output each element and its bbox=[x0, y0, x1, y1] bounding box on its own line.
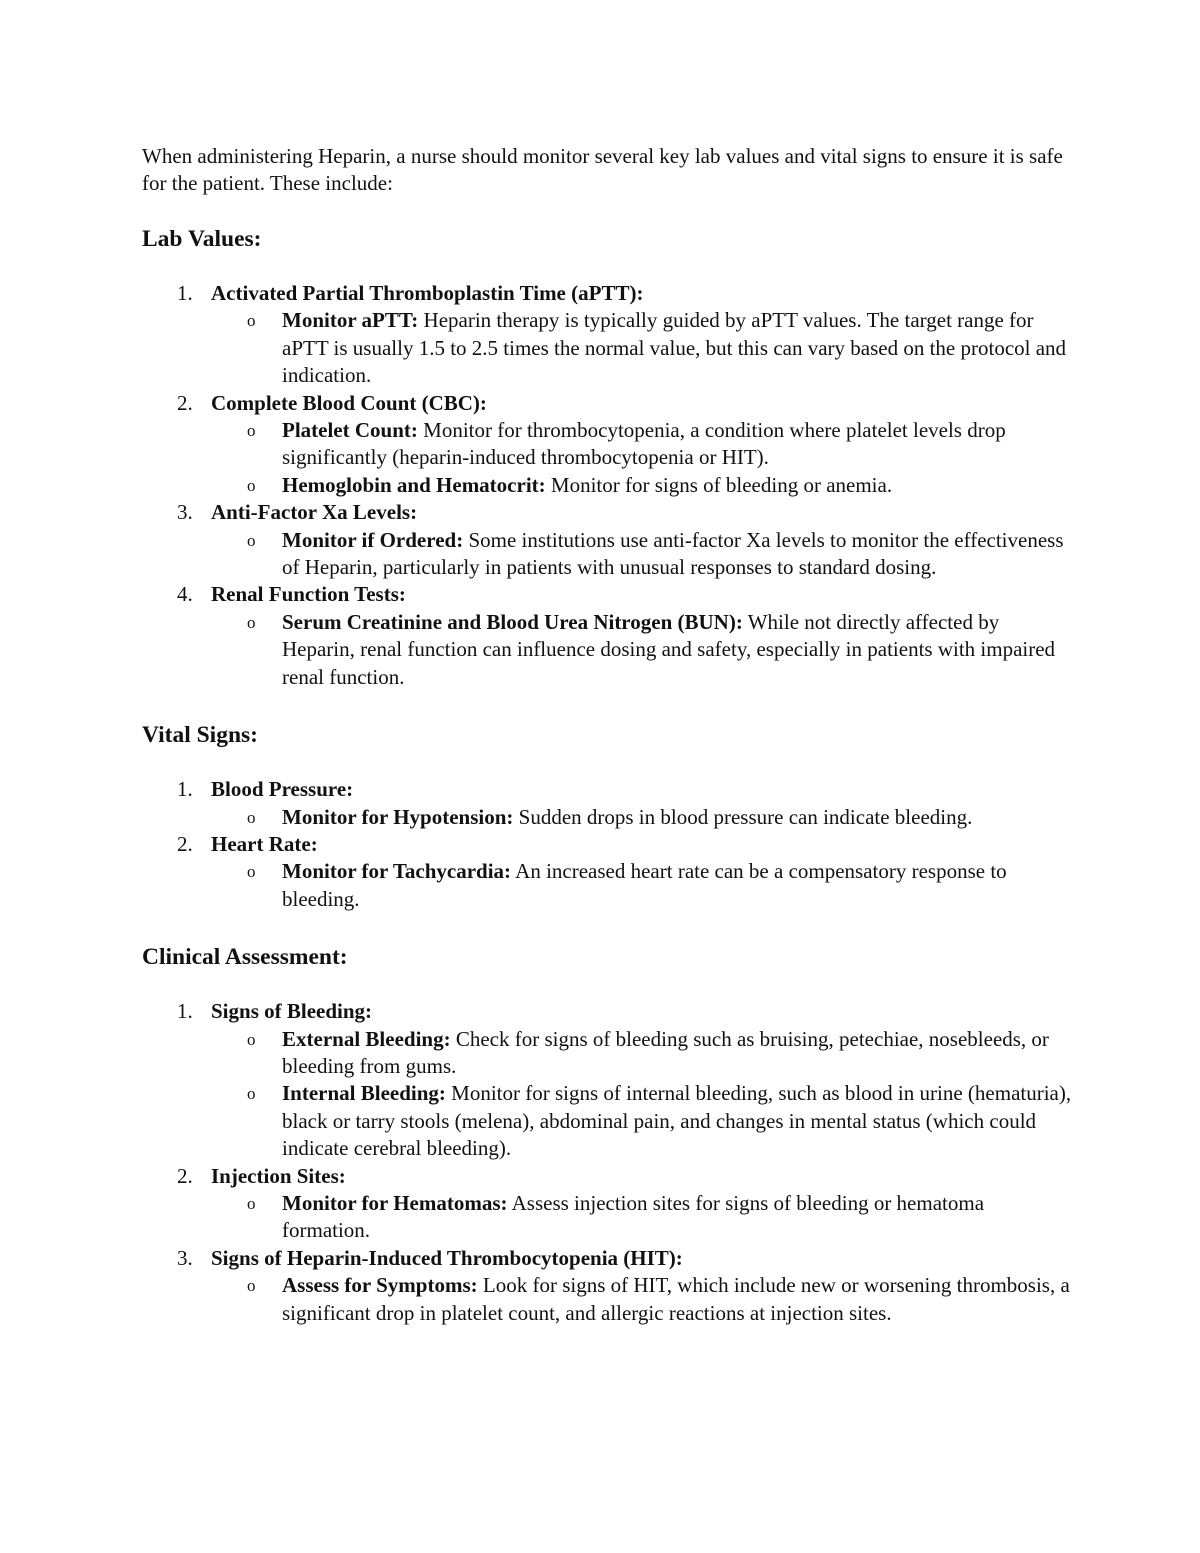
sub-list bbox=[211, 1026, 1072, 1163]
sub-item-label: Hemoglobin and Hematocrit: bbox=[282, 472, 546, 497]
sub-item bbox=[211, 1026, 1072, 1081]
section-heading: Clinical Assessment: bbox=[142, 944, 348, 971]
bullet-icon: o bbox=[247, 1276, 256, 1296]
sub-list bbox=[211, 1272, 1072, 1327]
document-page bbox=[142, 143, 1072, 1327]
list-item bbox=[142, 390, 1072, 500]
list-item bbox=[142, 280, 1072, 390]
item-number: 1. bbox=[177, 777, 193, 802]
item-number: 2. bbox=[177, 831, 193, 856]
list-item bbox=[142, 499, 1072, 581]
bullet-icon: o bbox=[247, 1084, 256, 1104]
sub-item-label: Monitor if Ordered: bbox=[282, 527, 464, 552]
list-item bbox=[142, 831, 1072, 913]
list-item bbox=[142, 581, 1072, 691]
list-item bbox=[142, 1245, 1072, 1327]
sub-list bbox=[211, 858, 1072, 913]
sub-list bbox=[211, 609, 1072, 691]
sub-item-text: Check for signs of bleeding such as bruising, petechiae, nosebleeds, or bleeding from gums. bbox=[282, 1026, 1049, 1078]
sub-item-label: Assess for Symptoms: bbox=[282, 1273, 478, 1298]
bullet-icon: o bbox=[247, 807, 256, 827]
item-title: Signs of Heparin-Induced Thrombocytopenia (HIT): bbox=[211, 1245, 683, 1270]
sub-item-label: Internal Bleeding: bbox=[282, 1081, 446, 1106]
sub-item-text: Monitor for thrombocytopenia, a condition where platelet levels drop significantly (heparin-induced thrombocytopenia or HIT). bbox=[282, 418, 1006, 470]
sub-list bbox=[211, 804, 1072, 831]
item-title: Anti-Factor Xa Levels: bbox=[211, 500, 418, 525]
section-heading: Vital Signs: bbox=[142, 722, 258, 749]
sub-item bbox=[211, 527, 1072, 582]
list-item bbox=[142, 998, 1072, 1162]
section-clinical-assessment bbox=[142, 942, 1072, 1327]
item-number: 1. bbox=[177, 281, 193, 305]
sub-item bbox=[211, 804, 1072, 831]
bullet-icon: o bbox=[247, 1193, 256, 1213]
sub-item-text: Look for signs of HIT, which include new or worsening thrombosis, a significant drop in platelet count, and allergic reactions at injection sites. bbox=[282, 1273, 1070, 1325]
sub-item bbox=[211, 858, 1072, 913]
intro-paragraph: When administering Heparin, a nurse should monitor several key lab values and vital signs to ensure it is safe for the patient. These include: bbox=[142, 144, 1063, 195]
sub-item-text: Sudden drops in blood pressure can indicate bleeding. bbox=[513, 804, 973, 829]
sub-item-text: Monitor for signs of bleeding or anemia. bbox=[545, 472, 893, 497]
section-lab-values bbox=[142, 224, 1072, 691]
sub-item-label: Monitor for Hematomas: bbox=[282, 1190, 508, 1215]
sub-item-text: Assess injection sites for signs of bleeding or hematoma formation. bbox=[282, 1190, 985, 1243]
sub-item-label: External Bleeding: bbox=[282, 1026, 451, 1051]
section-heading: Lab Values: bbox=[142, 226, 262, 252]
clinical-assessment-list bbox=[142, 998, 1072, 1327]
item-number: 3. bbox=[177, 1245, 193, 1270]
sub-item bbox=[211, 1272, 1072, 1327]
sub-item bbox=[211, 1080, 1072, 1162]
sub-item bbox=[211, 472, 1072, 499]
item-title: Complete Blood Count (CBC): bbox=[211, 390, 487, 415]
bullet-icon: o bbox=[247, 421, 256, 441]
item-number: 3. bbox=[177, 500, 193, 525]
sub-list bbox=[211, 1190, 1072, 1245]
lab-values-list bbox=[142, 280, 1072, 691]
sub-list bbox=[211, 527, 1072, 582]
item-title: Heart Rate: bbox=[211, 831, 318, 856]
vital-signs-list bbox=[142, 776, 1072, 913]
item-number: 2. bbox=[177, 390, 193, 415]
item-title: Activated Partial Thromboplastin Time (aPTT): bbox=[211, 281, 644, 305]
sub-item-text: Heparin therapy is typically guided by aPTT values. The target range for aPTT is usually 1.5 to 2.5 times the normal value, but this can vary based on the protocol and indication. bbox=[282, 308, 1067, 388]
sub-item-label: Serum Creatinine and Blood Urea Nitrogen (BUN): bbox=[282, 609, 743, 634]
list-item bbox=[142, 776, 1072, 831]
sub-item bbox=[211, 1190, 1072, 1245]
bullet-icon: o bbox=[247, 862, 256, 882]
sub-item bbox=[211, 307, 1072, 389]
item-title: Renal Function Tests: bbox=[211, 582, 406, 607]
sub-item-label: Monitor for Tachycardia: bbox=[282, 859, 512, 884]
bullet-icon: o bbox=[247, 311, 256, 331]
item-title: Blood Pressure: bbox=[211, 777, 354, 802]
item-number: 2. bbox=[177, 1163, 193, 1188]
sub-item bbox=[211, 417, 1072, 472]
bullet-icon: o bbox=[247, 1029, 256, 1049]
item-title: Signs of Bleeding: bbox=[211, 999, 373, 1024]
item-number: 4. bbox=[177, 582, 193, 607]
sub-item-text: An increased heart rate can be a compensatory response to bleeding. bbox=[282, 859, 1007, 911]
bullet-icon: o bbox=[247, 475, 256, 495]
sub-item-label: Monitor for Hypotension: bbox=[282, 804, 514, 829]
sub-item-label: Monitor aPTT: bbox=[282, 308, 419, 333]
sub-item-text: Some institutions use anti-factor Xa levels to monitor the effectiveness of Heparin, particularly in patients with unusual responses to standard dosing. bbox=[282, 527, 1064, 580]
sub-item bbox=[211, 609, 1072, 691]
sub-item-label: Platelet Count: bbox=[282, 418, 418, 443]
list-item bbox=[142, 1163, 1072, 1245]
item-number: 1. bbox=[177, 999, 193, 1024]
section-vital-signs bbox=[142, 720, 1072, 913]
bullet-icon: o bbox=[247, 612, 256, 632]
sub-item-text: While not directly affected by Heparin, renal function can influence dosing and safety, especially in patients with impaired renal function. bbox=[282, 609, 1056, 689]
sub-item-text: Monitor for signs of internal bleeding, such as blood in urine (hematuria), black or tarry stools (melena), abdominal pain, and changes in mental status (which could indicate cerebral bleeding). bbox=[282, 1081, 1072, 1161]
bullet-icon: o bbox=[247, 530, 256, 550]
sub-list bbox=[211, 417, 1072, 499]
item-title: Injection Sites: bbox=[211, 1163, 346, 1188]
sub-list bbox=[211, 307, 1072, 389]
